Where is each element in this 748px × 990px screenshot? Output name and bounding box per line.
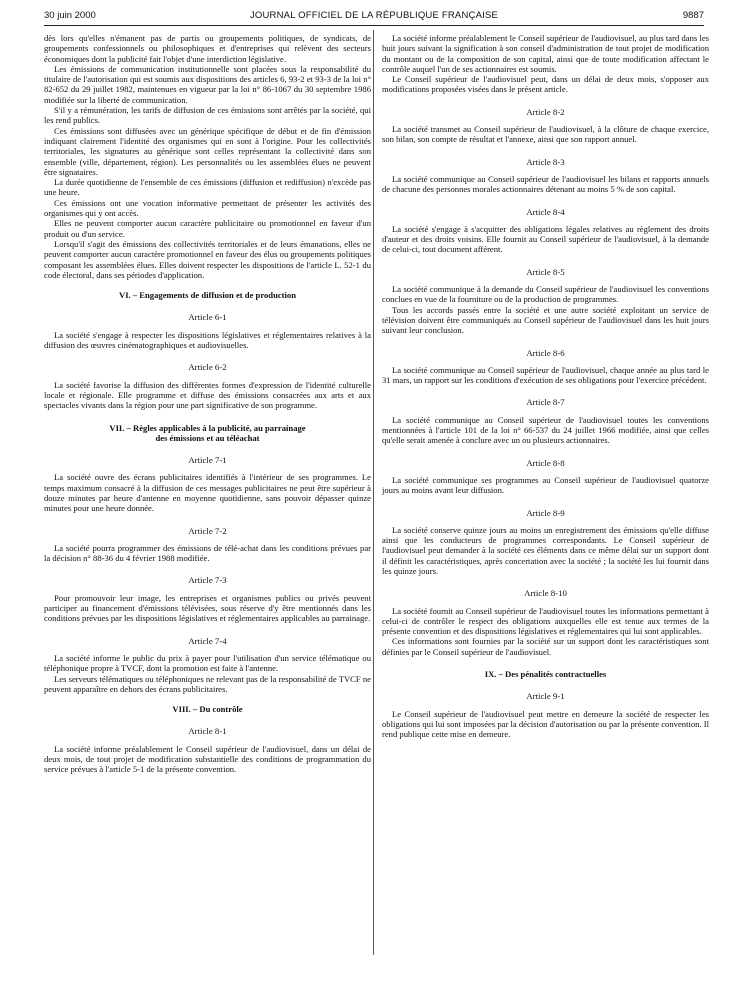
header-rule [44,25,704,26]
paragraph: La société s'engage à respecter les dispositions législatives et réglementaires relatives à la diffusion des œuvres cinématographiques et audiovisuelles. [44,329,371,351]
paragraph: Pour promouvoir leur image, les entreprises et organismes publics ou privés peuvent participer au financement d'émissions télévisées, sous réserve d'y être mentionnés dans les conditions prévues par les dispositions législatives et réglementaires applicables au parrainage. [44,592,371,624]
header-title: JOURNAL OFFICIEL DE LA RÉPUBLIQUE FRANÇAISE [249,10,499,21]
paragraph: La société informe préalablement le Conseil supérieur de l'audiovisuel, au plus tard dans les huit jours suivant la signification à son conseil d'administration de tout projet de modification du montant ou de la composition de son capital, ainsi que de toute modification affectant le contrôle auquel l'un de ses actionnaires est soumis. [382,33,709,74]
paragraph: Lorsqu'il s'agit des émissions des collectivités territoriales et de leurs émanations, elles ne peuvent comporter aucun caractère promotionnel en faveur des élus ou groupements politiques composant les assemblées élues. Elles doivent respecter les dispositions de l'article L. 52-1 du code électoral, dans ses périodes d'application. [44,238,371,280]
section-heading: VIII. – Du contrôle [172,704,243,715]
paragraph: Elles ne peuvent comporter aucun caractère publicitaire ou promotionnel en faveur d'un produit ou d'un service. [44,218,371,239]
paragraph: Ces informations sont fournies par la société sur un support dont les caractéristiques sont définies par le Conseil supérieur de l'audiovisuel. [382,636,709,657]
paragraph: La société pourra programmer des émissions de télé-achat dans les conditions prévues par la décision n° 88-36 du 4 février 1988 modifiée. [44,542,371,564]
paragraph: Les serveurs télématiques ou téléphoniques ne relevant pas de la responsabilité de TVCF ne peuvent apparaître en dehors des écrans publicitaires. [44,673,371,694]
article-heading: Article 8-3 [526,156,565,167]
paragraph: La société communique ses programmes au Conseil supérieur de l'audiovisuel quatorze jours au moins avant leur diffusion. [382,474,709,496]
paragraph: Tous les accords passés entre la société et une autre société exploitant un service de télévision doivent être communiqués au Conseil supérieur de l'audiovisuel dans les huit jours suivant leur conclusion. [382,304,709,336]
article-heading: Article 8-6 [526,347,565,358]
article-heading: Article 8-8 [526,457,565,468]
article-heading: Article 7-2 [188,525,227,536]
header-page-number: 9887 [682,10,704,21]
paragraph: dès lors qu'elles n'émanent pas de partis ou groupements politiques, de syndicats, de groupements confessionnels ou philosophiques et d'entreprises qui relèvent des secteurs économiques dont la publicité fait l'objet d'une interdiction législative. [44,33,371,64]
paragraph: La société favorise la diffusion des différentes formes d'expression de l'identité culturelle locale et régionale. Elle programme et diffuse des émissions consacrées aux arts et aux spectacles vivants dans la région pour une part significative de son programme. [44,379,371,411]
paragraph: Ces émissions sont diffusées avec un générique spécifique de début et de fin d'émission indiquant clairement l'identité des organismes qui en sont à l'origine. Pour les collectivités territoriales, les signatures au générique sont celles représentant la collectivité dans son ensemble (ville, département, région). Les personnalités ou les assemblées élues ne peuvent être signataires. [44,125,371,177]
left-column [44,33,371,775]
article-heading: Article 8-7 [526,397,565,408]
section-heading: IX. – Des pénalités contractuelles [484,669,607,680]
paragraph: La société conserve quinze jours au moins un enregistrement des émissions qu'elle diffuse ainsi que les conducteurs de programmes correspondants. Le Conseil supérieur de l'audiovisuel peut demander à la société ces éléments dans ce même délai sur un support dont il définit les caractéristiques, après concertation avec la société ; la société les lui fournit dans les quinze jours. [382,524,709,576]
article-heading: Article 8-10 [524,588,567,599]
paragraph: La société ouvre des écrans publicitaires identifiés à l'intérieur de ses programmes. Le temps maximum consacré à la diffusion de ces messages publicitaires ne peut être supérieur à douze minutes par heure d'antenne en moyenne quotidienne, sans pouvoir dépasser quinze minutes pour une heure donnée. [44,472,371,514]
paragraph: La société fournit au Conseil supérieur de l'audiovisuel toutes les informations permettant à celui-ci de contrôler le respect des obligations auxquelles elle est tenue aux termes de la présente convention et des dispositions législatives et réglementaires qui lui sont applicables. [382,605,709,637]
paragraph: La société communique à la demande du Conseil supérieur de l'audiovisuel les conventions conclues en vue de la fourniture ou de la production de programmes. [382,284,709,305]
section-heading [44,423,371,444]
column-divider [373,30,374,955]
paragraph: La société informe préalablement le Conseil supérieur de l'audiovisuel, dans un délai de deux mois, de tout projet de modification substantielle des conditions de programmation du service prévues à l'article 5-1 de la présente convention. [44,743,371,775]
paragraph: Les émissions de communication institutionnelle sont placées sous la responsabilité du titulaire de l'autorisation qui est soumis aux dispositions des articles 6, 93-2 et 93-3 de la loi n° 82-652 du 29 juillet 1982, maintenues en vigueur par la loi n° 86-1067 du 30 septembre 1986 modifiée sur la liberté de communication. [44,63,371,105]
article-heading: Article 8-4 [526,206,565,217]
article-heading: Article 6-2 [188,362,227,373]
paragraph: La société communique au Conseil supérieur de l'audiovisuel les bilans et rapports annuels de chacune des personnes morales actionnaires détenant au moins 5 % de son capital. [382,173,709,195]
article-heading: Article 6-1 [188,312,227,323]
paragraph: La durée quotidienne de l'ensemble de ces émissions (diffusion et rediffusion) n'excède pas une heure. [44,177,371,198]
paragraph: Le Conseil supérieur de l'audiovisuel peut, dans un délai de deux mois, s'opposer aux modifications proposées visées dans le présent article. [382,74,709,95]
paragraph: La société s'engage à s'acquitter des obligations légales relatives au règlement des droits d'auteur et des droits voisins. Elle fournit au Conseil supérieur de l'audiovisuel, à la demande de celui-ci, tout document afférent. [382,223,709,255]
paragraph: La société informe le public du prix à payer pour l'utilisation d'un service télématique ou téléphonique propre à TVCF, dont la promotion est faite à l'antenne. [44,652,371,674]
paragraph: La société transmet au Conseil supérieur de l'audiovisuel, à la clôture de chaque exercice, son bilan, son compte de résultat et l'annexe, ainsi que son rapport annuel. [382,124,709,145]
article-heading: Article 9-1 [526,691,565,702]
paragraph: Le Conseil supérieur de l'audiovisuel peut mettre en demeure la société de respecter les obligations qui lui sont imposées par la décision d'autorisation ou par la présente convention. Il rend publique cette mise en demeure. [382,708,709,740]
article-heading: Article 8-1 [188,726,227,737]
paragraph: Ces émissions ont une vocation informative permettant de présenter les activités des organismes qui y ont accès. [44,197,371,219]
paragraph: La société communique au Conseil supérieur de l'audiovisuel toutes les conventions mentionnées à l'article 101 de la loi n° 66-537 du 24 juillet 1966 modifiée, ainsi que celles qu'elle serait amenée à conclure avec un ou plusieurs actionnaires. [382,414,709,446]
section-heading-line: VII. – Règles applicables à la publicité, au parrainage [109,422,306,433]
article-heading: Article 7-4 [188,635,227,646]
article-heading: Article 7-3 [188,575,227,586]
section-heading-line: des émissions et au téléachat [155,432,260,443]
article-heading: Article 8-9 [526,507,565,518]
page-header [44,10,704,26]
paragraph: La société communique au Conseil supérieur de l'audiovisuel, chaque année au plus tard le 31 mars, un rapport sur les conditions d'exécution de ses obligations pour l'exercice précédent. [382,364,709,386]
header-date: 30 juin 2000 [44,10,96,21]
article-heading: Article 8-5 [526,266,565,277]
paragraph: S'il y a rémunération, les tarifs de diffusion de ces émissions sont arrêtés par la société, qui les rend publics. [44,105,371,126]
article-heading: Article 8-2 [526,106,565,117]
right-column [382,33,709,740]
article-heading: Article 7-1 [188,455,227,466]
section-heading: VI. – Engagements de diffusion et de production [119,290,296,301]
